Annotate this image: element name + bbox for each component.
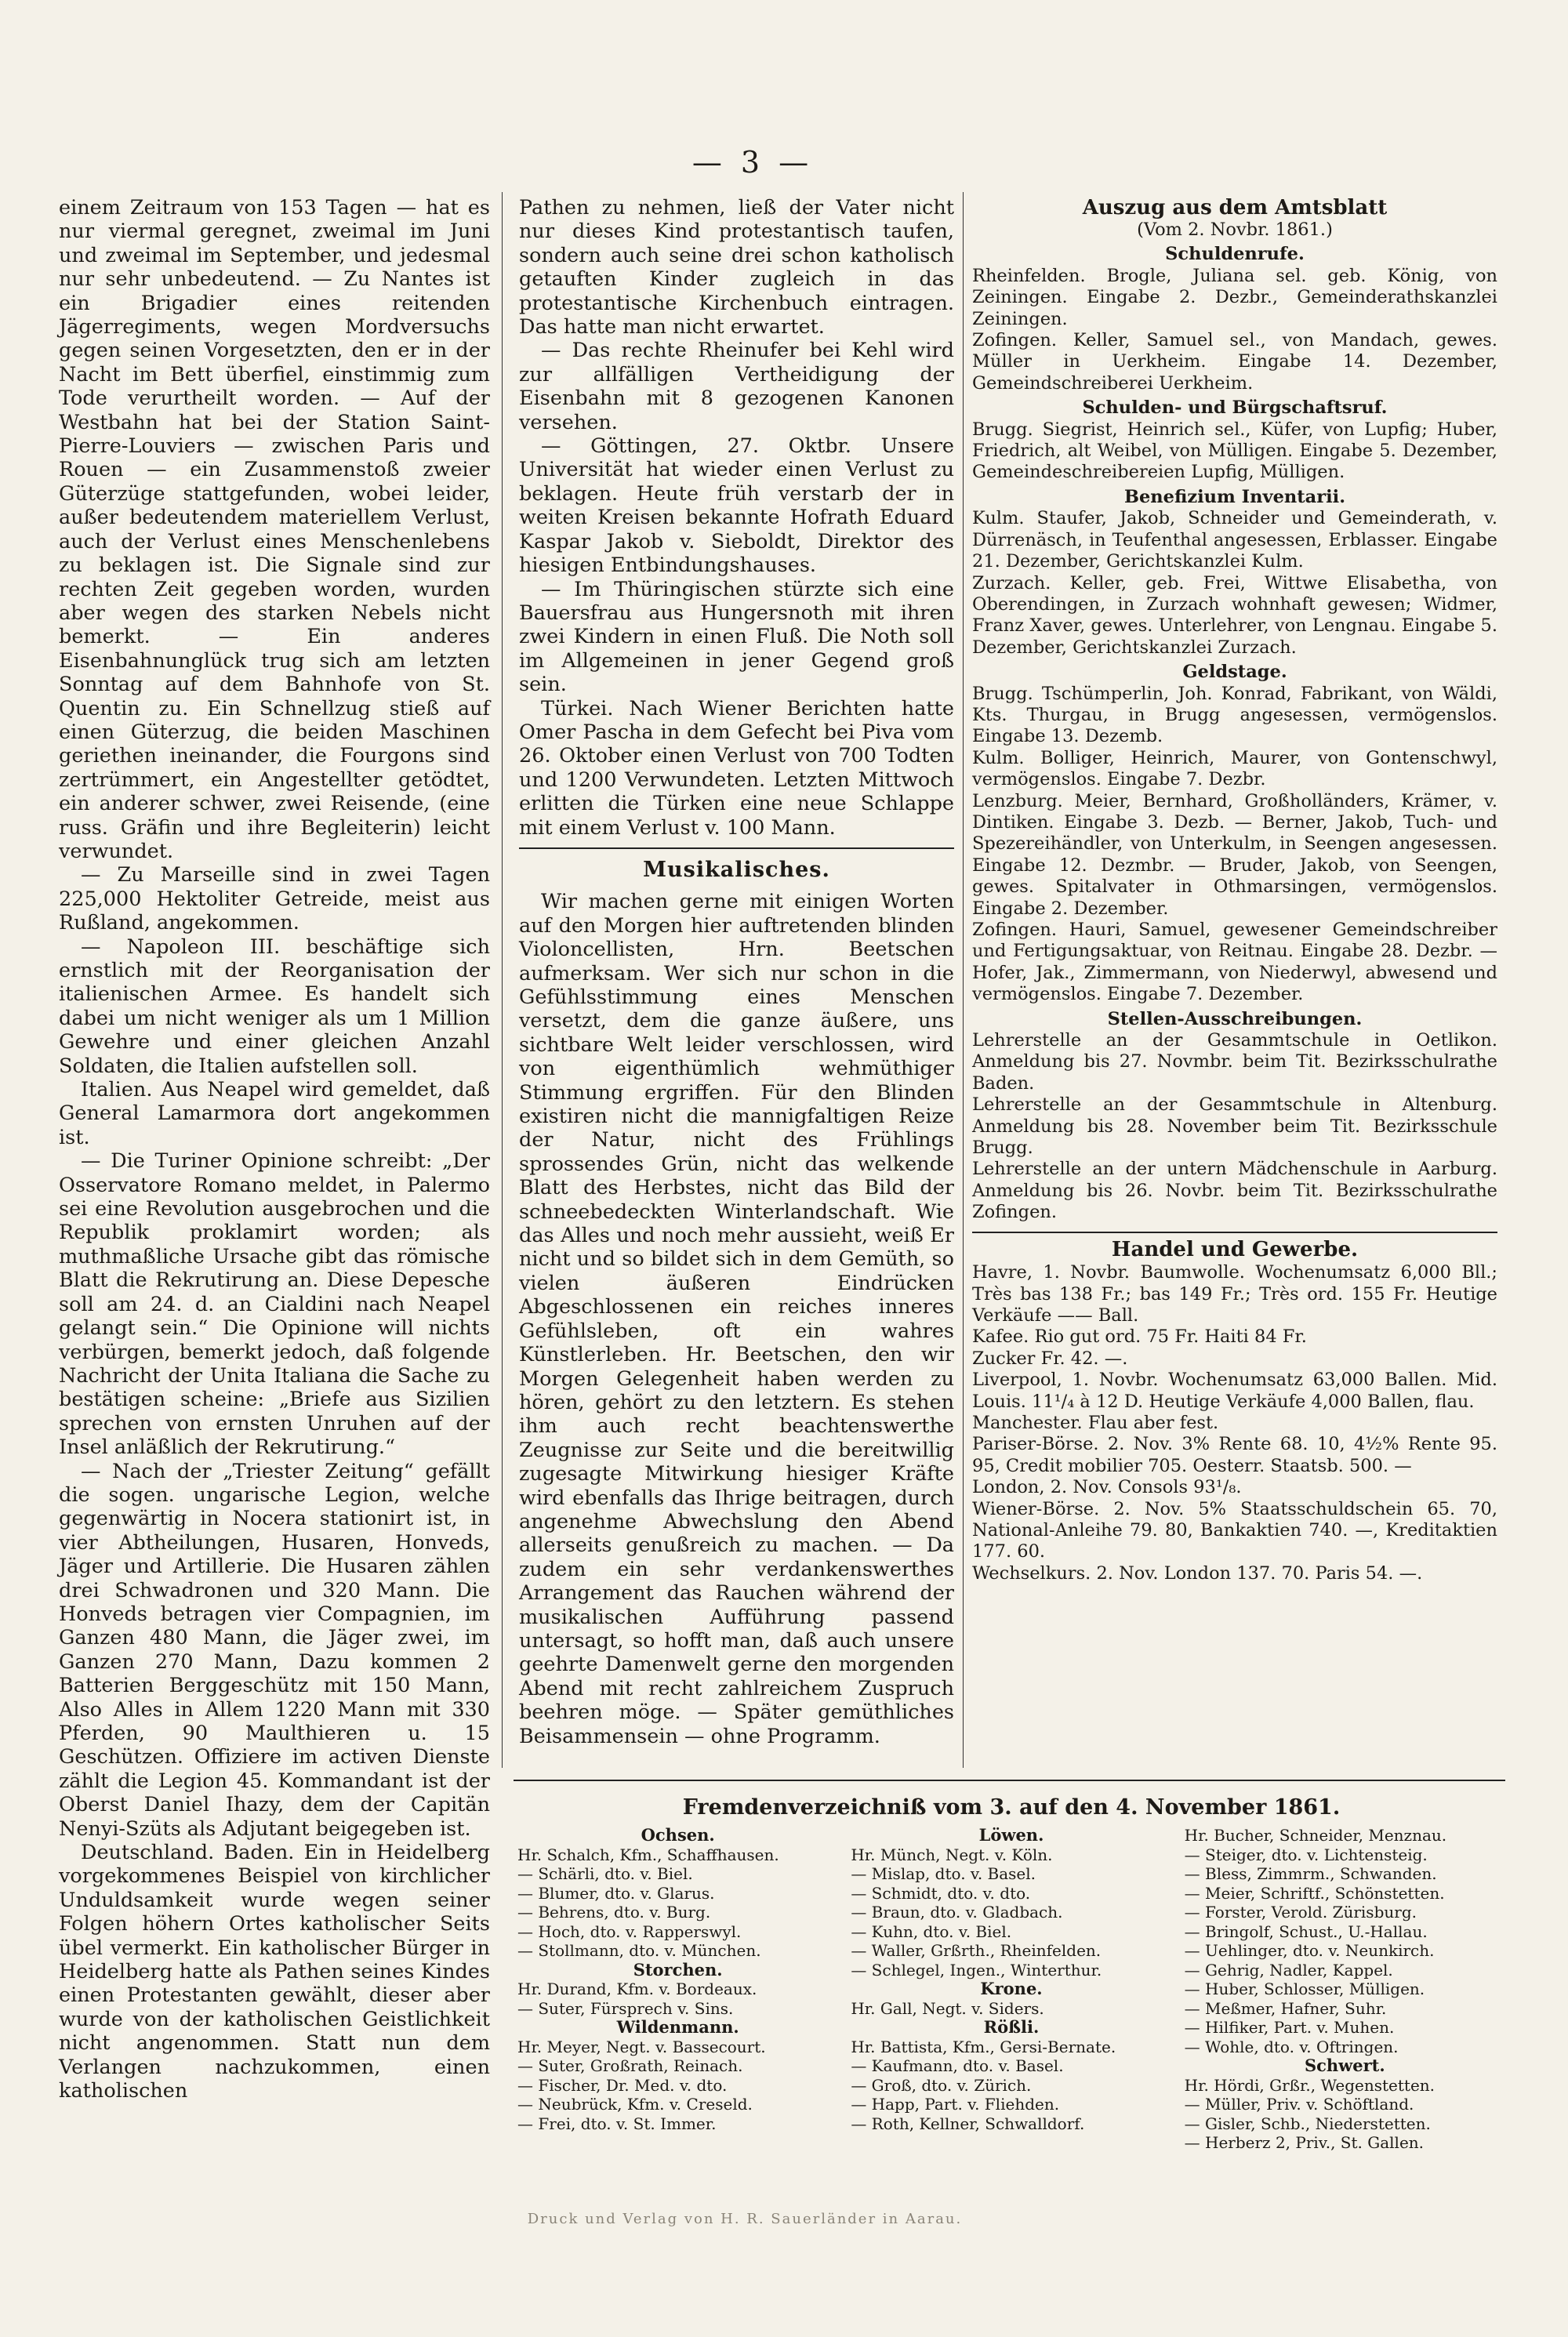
- guest-entry: Hr. Durand, Kfm. v. Bordeaux.: [517, 1980, 757, 1998]
- guest-entry: — Hoch, dto. v. Rapperswyl.: [517, 1921, 742, 1941]
- notice-entry: Zofingen. Hauri, Samuel, gewesener Gemeindschreiber und Fertigungsaktuar, von Reitnau. Eingabe 28. Dezbr. — Hofer, Jak., Zimmermann, von Niederwyl, abwesend und vermögenslos. Eingabe 7. Dezember.: [972, 920, 1497, 1005]
- guest-entry: — Bringolf, Schust., U.-Hallau.: [1184, 1921, 1428, 1941]
- notice-entry: Kulm. Bolliger, Heinrich, Maurer, von Gontenschwyl, vermögenslos. Eingabe 7. Dezbr.: [972, 747, 1497, 790]
- musik-paragraph: Wir machen gerne mit einigen Worten auf den Morgen hier auftretenden blinden Violoncellisten, Hrn. Beetschen aufmerksam. Wer sich nur schon in die Gefühlsstimmung eines Menschen versetzt, dem die ganze äußere, uns sichtbare Welt leider verschlossen, wird von eigenthümlich wehmüthiger Stimmung ergriffen. Für den Blinden existiren nicht die mannigfaltigen Reize der Natur, nicht des Frühlings sprossendes Grün, nicht das welkende Blatt des Herbstes, nicht das Bild der schneebedeckten Winterlandschaft. Wie das Alles und noch mehr aussieht, weiß Er nicht und so bildet sich in dem Gemüth, so vielen äußeren Eindrücken Abgeschlossenen ein reiches inneres Gefühlsleben, oft ein wahres Künstlerleben. Hr. Beetschen, den wir Morgen Gelegenheit haben werden zu hören, gehört zu den letztern. Es stehen ihm auch recht beachtenswerthe Zeugnisse zur Seite und die bereitwillig zugesagte Mitwirkung hiesiger Kräfte wird ebenfalls das Ihrige beitragen, durch angenehme Abwechslung den Abend allerseits genußreich zu machen. — Da zudem ein sehr verdankenswerthes Arrangement das Rauchen während der musikalischen Aufführung passend untersagt, so hofft man, daß auch unsere geehrte Damenwelt gerne den morgenden Abend mit recht zahlreichem Zuspruch beehren möge. — Später gemüthliches Beisammensein — ohne Programm.: [519, 890, 954, 1748]
- section-heading: Benefizium Inventarii.: [1123, 486, 1346, 507]
- hotel-name: Rößli.: [983, 2018, 1040, 2037]
- market-entry: Kafee. Rio gut ord. 75 Fr. Haiti 84 Fr.: [972, 1326, 1307, 1348]
- page-number: — 3 —: [691, 145, 814, 180]
- musik-heading: Musikalisches.: [643, 857, 830, 882]
- guest-entry: — Gisler, Schb., Niederstetten.: [1184, 2114, 1431, 2133]
- guest-entry: — Groß, dto. v. Zürich.: [851, 2075, 1032, 2095]
- guest-entry: — Uehlinger, dto. v. Neunkirch.: [1184, 1941, 1435, 1960]
- column-divider: [502, 192, 503, 1768]
- column-2: [519, 196, 954, 1748]
- article-paragraph: — Die Turiner Opinione schreibt: „Der Osservatore Romano meldet, in Palermo sei eine Revolution ausgebrochen und die Republik proklamirt worden; als muthmaßliche Ursache gibt das römische Blatt die Rekrutirung an. Diese Depesche soll am 24. d. an Cialdini nach Neapel gelangt sein.“ Die Opinione will nichts verbürgen, bemerkt jedoch, daß folgende Nachricht der Unita Italiana die Sache zu bestätigen scheine: „Briefe aus Sizilien sprechen von ernsten Unruhen auf der Insel anläßlich der Rekrutirung.“: [59, 1149, 490, 1460]
- market-entry: Pariser-Börse. 2. Nov. 3% Rente 68. 10, 4½% Rente 95. 95, Credit mobilier 705. Oesterr. Staatsb. 500. —: [972, 1434, 1497, 1476]
- article-paragraph: — Göttingen, 27. Oktbr. Unsere Universität hat wieder einen Verlust zu beklagen. Heute früh verstarb der in weiten Kreisen bekannte Hofrath Eduard Kaspar Jakob v. Sieboldt, Direktor des hiesigen Entbindungshauses.: [519, 434, 954, 578]
- section-heading: Geldstage.: [1182, 662, 1287, 683]
- guest-entry: — Suter, Fürsprech v. Sins.: [517, 1998, 734, 2018]
- market-entry: Manchester. Flau aber fest.: [972, 1412, 1219, 1433]
- notice-entry: Lehrerstelle an der Gesammtschule in Altenburg. Anmeldung bis 28. November beim Tit. Bezirksschule Brugg.: [972, 1094, 1497, 1159]
- guest-register-column: [517, 1826, 838, 2153]
- guest-entry: — Müller, Priv. v. Schöftland.: [1184, 2095, 1414, 2114]
- guest-entry: — Bless, Zimmrm., Schwanden.: [1184, 1864, 1437, 1883]
- guest-entry: — Huber, Schlosser, Mülligen.: [1184, 1980, 1425, 1998]
- handel-heading: Handel und Gewerbe.: [1111, 1237, 1359, 1261]
- guest-register-column: [851, 1826, 1171, 2153]
- article-paragraph: Türkei. Nach Wiener Berichten hatte Omer Pascha in dem Gefecht bei Piva vom 26. Oktober einen Verlust von 700 Todten und 1200 Verwundeten. Letzten Mittwoch erlitten die Türken eine neue Schlappe mit einem Verlust v. 100 Mann.: [519, 696, 954, 840]
- hotel-name: Löwen.: [978, 1826, 1044, 1845]
- notice-entry: Zofingen. Keller, Samuel sel., von Mandach, gewes. Müller in Uerkheim. Eingabe 14. Dezember, Gemeindschreiberei Uerkheim.: [972, 330, 1497, 394]
- guest-entry: — Fischer, Dr. Med. v. dto.: [517, 2075, 728, 2095]
- article-paragraph: — Napoleon III. beschäftige sich ernstlich mit der Reorganisation der italienischen Armee. Es handelt sich dabei um nicht weniger als um 1 Million Gewehre und einer gleichen Anzahl Soldaten, die Italien aufstellen soll.: [59, 934, 490, 1078]
- hotel-name: Ochsen.: [641, 1826, 715, 1845]
- guest-entry: Hr. Gall, Negt. v. Siders.: [851, 1998, 1044, 2018]
- guest-entry: — Blumer, dto. v. Glarus.: [517, 1883, 715, 1903]
- amtsblatt-title: Auszug aus dem Amtsblatt: [1082, 196, 1388, 220]
- fremden-top-rule: [514, 1780, 1505, 1781]
- section-rule: [972, 1232, 1497, 1233]
- guest-entry: — Gehrig, Nadler, Kappel.: [1184, 1960, 1393, 1980]
- article-paragraph: — Das rechte Rheinufer bei Kehl wird zur allfälligen Vertheidigung der Eisenbahn mit 8 gezogenen Kanonen versehen.: [519, 339, 954, 434]
- notice-entry: Brugg. Siegrist, Heinrich sel., Küfer, von Lupfig; Huber, Friedrich, alt Weibel, von Mülligen. Eingabe 5. Dezember, Gemeindeschreibereien Lupfig, Mülligen.: [972, 419, 1497, 483]
- notice-entry: Lehrerstelle an der untern Mädchenschule in Aarburg. Anmeldung bis 26. Novbr. beim Tit. Bezirksschulrathe Zofingen.: [972, 1159, 1497, 1223]
- article-paragraph: — Im Thüringischen stürzte sich eine Bauersfrau aus Hungersnoth mit ihren zwei Kindern in einen Fluß. Die Noth soll im Allgemeinen in jener Gegend groß sein.: [519, 577, 954, 697]
- amtsblatt-date: (Vom 2. Novbr. 1861.): [1137, 220, 1333, 240]
- market-entry: Wechselkurs. 2. Nov. London 137. 70. Paris 54. —.: [972, 1562, 1423, 1584]
- column-3: [972, 196, 1497, 1584]
- section-heading: Schuldenrufe.: [1165, 244, 1305, 265]
- guest-register-columns: [517, 1826, 1505, 2153]
- guest-entry: — Behrens, dto. v. Burg.: [517, 1903, 711, 1921]
- notice-entry: Brugg. Tschümperlin, Joh. Konrad, Fabrikant, von Wäldi, Kts. Thurgau, in Brugg angesessen, vermögenslos. Eingabe 13. Dezemb.: [972, 683, 1497, 747]
- printer-imprint: Druck und Verlag von H. R. Sauerländer in Aarau.: [527, 2211, 963, 2227]
- guest-entry: — Stollmann, dto. v. München.: [517, 1941, 761, 1960]
- guest-register-column: [1185, 1826, 1505, 2153]
- notice-entry: Kulm. Staufer, Jakob, Schneider und Gemeinderath, v. Dürrenäsch, in Teufenthal angesessen, Erblasser. Eingabe 21. Dezember, Gerichtskanzlei Kulm.: [972, 508, 1497, 572]
- guest-entry: — Suter, Großrath, Reinach.: [517, 2056, 743, 2075]
- guest-entry: — Mislap, dto. v. Basel.: [851, 1864, 1036, 1883]
- market-entry: Zucker Fr. 42. —.: [972, 1348, 1128, 1369]
- guest-entry: — Waller, Grßrth., Rheinfelden.: [851, 1941, 1102, 1960]
- article-paragraph: einem Zeitraum von 153 Tagen — hat es nur viermal geregnet, zweimal im Juni und zweimal im September, und jedesmal nur sehr unbedeutend. — Zu Nantes ist ein Brigadier eines reitenden Jägerregiments, wegen Mordversuchs gegen seinen Vorgesetzten, den er in der Nacht im Bett überfiel, einstimmig zum Tode verurtheilt worden. — Auf der Westbahn hat bei der Station Saint-Pierre-Louviers — zwischen Paris und Rouen — ein Zusammenstoß zweier Güterzüge stattgefunden, wobei leider, außer bedeutendem materiellem Verlust, auch der Verlust eines Menschenlebens zu beklagen ist. Die Signale sind zur rechten Zeit gegeben worden, wurden aber wegen des starken Nebels nicht bemerkt. — Ein anderes Eisenbahnunglück trug sich am letzten Sonntag auf dem Bahnhofe von St. Quentin zu. Ein Schnellzug stieß auf einen Güterzug, die beiden Maschinen geriethen ineinander, die Fourgons sind zertrümmert, ein Angestellter getödtet, ein anderer schwer, zwei Reisende, (eine russ. Gräfin und ihre Begleiterin) leicht verwundet.: [59, 196, 490, 863]
- guest-entry: — Hilfiker, Part. v. Muhen.: [1184, 2018, 1395, 2037]
- guest-entry: Hr. Münch, Negt. v. Köln.: [851, 1845, 1053, 1864]
- guest-entry: — Kuhn, dto. v. Biel.: [851, 1921, 1012, 1941]
- guest-entry: Hr. Bucher, Schneider, Menznau.: [1184, 1826, 1447, 1845]
- notice-entry: Lehrerstelle an der Gesammtschule in Oetlikon. Anmeldung bis 27. Novmbr. beim Tit. Bezirksschulrathe Baden.: [972, 1030, 1497, 1094]
- guest-entry: — Neubrück, Kfm. v. Creseld.: [517, 2095, 753, 2114]
- guest-register: [517, 1795, 1505, 2153]
- guest-entry: Hr. Meyer, Negt. v. Bassecourt.: [517, 2037, 766, 2056]
- guest-entry: — Frei, dto. v. St. Immer.: [517, 2114, 717, 2133]
- section-heading: Stellen-Ausschreibungen.: [1107, 1008, 1363, 1029]
- hotel-name: Schwert.: [1304, 2056, 1385, 2075]
- article-paragraph: — Nach der „Triester Zeitung“ gefällt die sogen. ungarische Legion, welche gegenwärtig in Nocera stationirt ist, in vier Abtheilungen, Husaren, Honveds, Jäger und Artillerie. Die Husaren zählen drei Schwadronen und 320 Mann. Die Honveds betragen vier Compagnien, im Ganzen 480 Mann, die Jäger zwei, im Ganzen 270 Mann, Dazu kommen 2 Batterien Berggeschütz mit 150 Mann, Also Alles in Allem 1220 Mann mit 330 Pferden, 90 Maulthieren u. 15 Geschützen. Offiziere im activen Dienste zählt die Legion 45. Kommandant ist der Oberst Daniel Ihazy, dem der Capitän Nenyi-Szüts als Adjutant beigegeben ist.: [59, 1459, 490, 1841]
- column-1: [59, 196, 490, 2103]
- guest-entry: — Happ, Part. v. Fliehden.: [851, 2095, 1060, 2114]
- column-divider: [963, 192, 964, 1768]
- market-entry: Liverpool, 1. Novbr. Wochenumsatz 63,000 Ballen. Mid. Louis. 11¹/₄ à 12 D. Heutige Verkäufe 4,000 Ballen, flau.: [972, 1370, 1497, 1412]
- section-rule: [519, 847, 954, 849]
- market-entry: Wiener-Börse. 2. Nov. 5% Staatsschuldschein 65. 70, National-Anleihe 79. 80, Bankaktien 740. —, Kreditaktien 177. 60.: [972, 1498, 1497, 1562]
- guest-entry: — Wohle, dto. v. Oftringen.: [1184, 2037, 1399, 2056]
- guest-entry: — Kaufmann, dto. v. Basel.: [851, 2056, 1064, 2075]
- guest-entry: — Forster, Verold. Zürisburg.: [1184, 1903, 1417, 1921]
- guest-entry: Hr. Hördi, Grßr., Wegenstetten.: [1184, 2075, 1436, 2095]
- guest-entry: — Herberz 2, Priv., St. Gallen.: [1184, 2133, 1425, 2152]
- article-paragraph: Italien. Aus Neapel wird gemeldet, daß General Lamarmora dort angekommen ist.: [59, 1078, 490, 1149]
- article-paragraph: — Zu Marseille sind in zwei Tagen 225,000 Hektoliter Getreide, meist aus Rußland, angekommen.: [59, 863, 490, 935]
- guest-entry: — Braun, dto. v. Gladbach.: [851, 1903, 1063, 1921]
- article-paragraph: Deutschland. Baden. Ein in Heidelberg vorgekommenes Beispiel von kirchlicher Unduldsamkeit wurde wegen seiner Folgen höhern Ortes katholischer Seits übel vermerkt. Ein katholischer Bürger in Heidelberg hatte als Pathen seines Kindes einen Protestanten gewählt, dieser aber wurde von der katholischen Geistlichkeit nicht angenommen. Statt nun dem Verlangen nachzukommen, einen katholischen: [59, 1841, 490, 2103]
- guest-entry: — Schlegel, Ingen., Winterthur.: [851, 1960, 1102, 1980]
- guest-register-title: Fremdenverzeichniß vom 3. auf den 4. November 1861.: [682, 1795, 1341, 1820]
- guest-entry: — Meier, Schriftf., Schönstetten.: [1184, 1883, 1445, 1903]
- guest-entry: — Roth, Kellner, Schwalldorf.: [851, 2114, 1085, 2133]
- guest-entry: — Schärli, dto. v. Biel.: [517, 1864, 693, 1883]
- market-entry: Havre, 1. Novbr. Baumwolle. Wochenumsatz 6,000 Bll.; Très bas 138 Fr.; bas 149 Fr.; Très ord. 155 Fr. Heutige Verkäufe —— Ball.: [972, 1262, 1497, 1326]
- hotel-name: Krone.: [980, 1980, 1043, 1998]
- notice-entry: Rheinfelden. Brogle, Juliana sel. geb. König, von Zeiningen. Eingabe 2. Dezbr., Gemeinderathskanzlei Zeiningen.: [972, 265, 1497, 329]
- guest-entry: Hr. Schalch, Kfm., Schaffhausen.: [517, 1845, 779, 1864]
- hotel-name: Wildenmann.: [616, 2018, 739, 2037]
- guest-entry: — Meßmer, Hafner, Suhr.: [1184, 1998, 1387, 2018]
- guest-entry: Hr. Battista, Kfm., Gersi-Bernate.: [851, 2037, 1116, 2056]
- guest-entry: — Schmidt, dto. v. dto.: [851, 1883, 1031, 1903]
- section-heading: Schulden- und Bürgschaftsruf.: [1082, 397, 1388, 419]
- market-entry: London, 2. Nov. Consols 93¹/₈.: [972, 1477, 1242, 1498]
- notice-entry: Lenzburg. Meier, Bernhard, Großholländers, Krämer, v. Dintiken. Eingabe 3. Dezb. — Berner, Jakob, Tuch- und Spezereihändler, von Unterkulm, in Seengen angesessen. Eingabe 12. Dezmbr. — Bruder, Jakob, von Seengen, gewes. Spitalvater in Othmarsingen, vermögenslos. Eingabe 2. Dezember.: [972, 790, 1497, 919]
- guest-entry: — Steiger, dto. v. Lichtensteig.: [1184, 1845, 1428, 1864]
- article-paragraph: Pathen zu nehmen, ließ der Vater nicht nur dieses Kind protestantisch taufen, sondern auch seine drei schon katholisch getauften Kinder zugleich in das protestantische Kirchenbuch eintragen. Das hatte man nicht erwartet.: [519, 196, 954, 339]
- hotel-name: Storchen.: [633, 1960, 723, 1980]
- notice-entry: Zurzach. Keller, geb. Frei, Wittwe Elisabetha, von Oberendingen, in Zurzach wohnhaft gewesen; Widmer, Franz Xaver, gewes. Unterlehrer, von Lengnau. Eingabe 5. Dezember, Gerichtskanzlei Zurzach.: [972, 572, 1497, 658]
